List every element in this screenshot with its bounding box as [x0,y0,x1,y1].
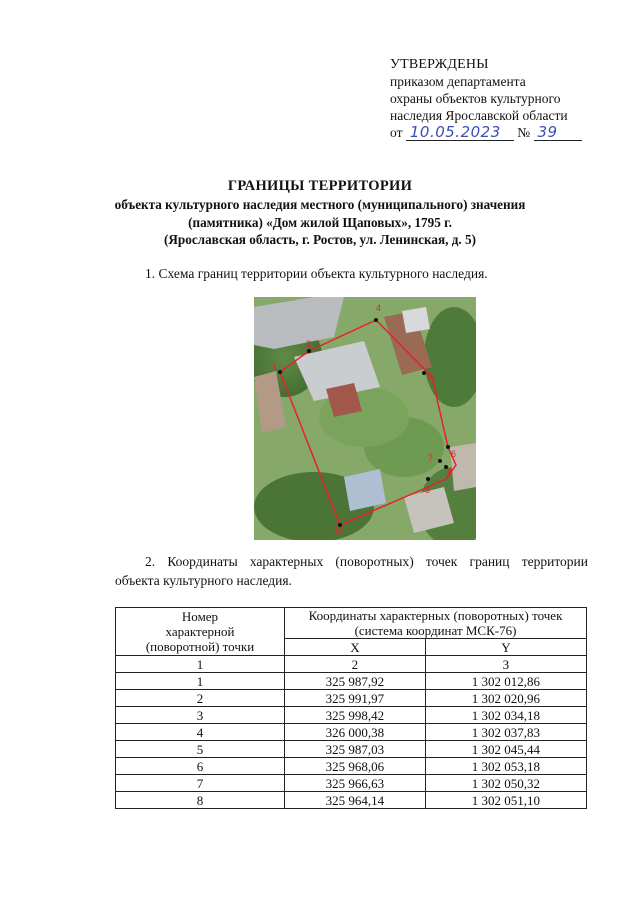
approval-line-1: приказом департамента [390,74,526,89]
table-row [116,724,587,741]
header-text: (поворотной) точки [145,639,255,654]
table-row [116,707,587,724]
table-index-row [116,656,587,673]
table-row [116,673,587,690]
document-title: ГРАНИЦЫ ТЕРРИТОРИИ [227,178,413,194]
point-label: 2 [306,339,312,349]
cell-y: 1 302 034,18 [425,707,586,724]
point-label: 8 [447,467,453,477]
cell-x: 325 991,97 [285,690,426,707]
cell-n: 3 [116,707,285,724]
table-row [116,690,587,707]
point-label: 7 [428,453,434,463]
document-subtitle [0,196,640,249]
point-label: 10 [334,525,345,535]
table-body [116,673,587,809]
boundary-point [426,477,430,481]
table-header-row [116,608,587,639]
approval-number-field [534,125,582,141]
subtitle-line-1: объекта культурного наследия местного (муниципального) значения [114,197,526,212]
point-label: 9 [425,485,431,495]
cell-x: 325 968,06 [285,758,426,775]
subtitle-line-3: (Ярославская область, г. Ростов, ул. Ленинская, д. 5) [163,232,476,247]
boundary-map-svg [254,297,476,540]
cell-x: 326 000,38 [285,724,426,741]
boundary-point [374,318,378,322]
cell-n: 8 [116,792,285,809]
header-x: X [285,639,426,656]
header-y: Y [425,639,586,656]
boundary-point [438,459,442,463]
cell-x: 325 998,42 [285,707,426,724]
boundary-point [307,349,311,353]
cell-n: 7 [116,775,285,792]
header-point-number [116,608,285,656]
index-cell: 2 [285,656,426,673]
point-label: 5 [427,371,433,381]
cell-n: 4 [116,724,285,741]
cell-x: 325 966,63 [285,775,426,792]
approval-line-3: наследия Ярославской области [390,108,568,123]
approval-date-row [390,124,582,141]
cell-y: 1 302 050,32 [425,775,586,792]
cell-x: 325 964,14 [285,792,426,809]
header-text: характерной [165,624,235,639]
section-2-heading-line-1: 2. Координаты характерных (поворотных) точек границ территории [145,554,588,569]
boundary-point [422,371,426,375]
from-label: от [390,125,403,140]
cell-y: 1 302 037,83 [425,724,586,741]
section-2-heading-line-2: объекта культурного наследия. [115,573,292,588]
subtitle-line-2: (памятника) «Дом жилой Щаповых», 1795 г. [188,214,452,230]
header-coordinates [285,608,587,639]
approval-date-field [406,125,514,141]
boundary-point [278,370,282,374]
number-label: № [517,125,531,140]
table-row [116,741,587,758]
cell-x: 325 987,92 [285,673,426,690]
point-label: 6 [451,449,457,459]
header-text: (система координат МСК-76) [354,623,517,638]
table-row [116,758,587,775]
table-row [116,792,587,809]
building [402,307,430,333]
cell-x: 325 987,03 [285,741,426,758]
index-cell: 1 [116,656,285,673]
approval-line-2: охраны объектов культурного [390,91,561,106]
cell-y: 1 302 051,10 [425,792,586,809]
cell-n: 2 [116,690,285,707]
cell-n: 5 [116,741,285,758]
approval-date: 10.05.2023 [409,123,501,141]
cell-n: 1 [116,673,285,690]
table-row [116,775,587,792]
header-text: Номер [181,609,219,624]
point-label: 1 [272,362,278,372]
cell-y: 1 302 020,96 [425,690,586,707]
boundary-point [446,445,450,449]
cell-n: 6 [116,758,285,775]
approval-block [390,56,582,141]
cell-y: 1 302 045,44 [425,741,586,758]
header-text: Координаты характерных (поворотных) точек [308,608,563,623]
section-1-heading: 1. Схема границ территории объекта культурного наследия. [145,266,488,281]
index-cell: 3 [425,656,586,673]
approval-heading: УТВЕРЖДЕНЫ [390,57,489,72]
boundary-map [254,297,476,540]
coordinates-table [115,607,587,809]
point-label: 4 [376,303,382,313]
cell-y: 1 302 012,86 [425,673,586,690]
approval-number: 39 [537,123,558,141]
cell-y: 1 302 053,18 [425,758,586,775]
